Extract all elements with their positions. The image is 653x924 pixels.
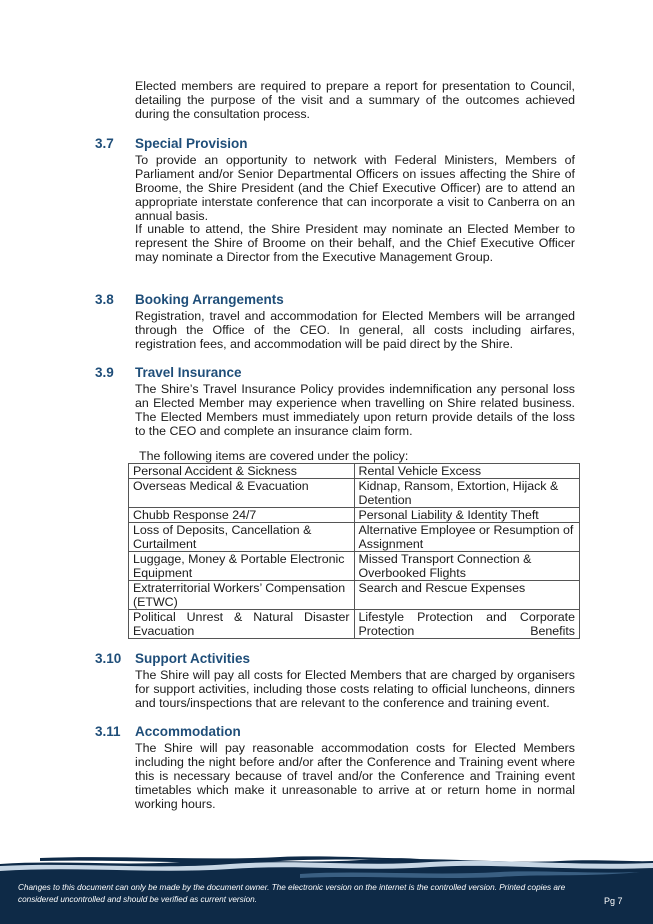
coverage-table xyxy=(128,463,580,639)
section-number: 3.10 xyxy=(95,651,122,666)
section-title: Booking Arrangements xyxy=(135,292,284,307)
page-number: Pg 7 xyxy=(604,896,623,906)
table-cell: Personal Accident & Sickness xyxy=(129,464,355,479)
table-cell: Rental Vehicle Excess xyxy=(354,464,580,479)
table-cell: Alternative Employee or Resumption of Assignment xyxy=(354,523,580,552)
table-caption: The following items are covered under the policy: xyxy=(139,449,409,463)
table-cell: Loss of Deposits, Cancellation & Curtailment xyxy=(129,523,355,552)
table-row xyxy=(129,610,580,639)
table-row xyxy=(129,552,580,581)
section-paragraph: If unable to attend, the Shire President may nominate an Elected Member to represent the Shire of Broome on their behalf, and the Chief Executive Officer may nominate a Director from the Executive Management Group. xyxy=(135,222,575,264)
intro-paragraph: Elected members are required to prepare a report for presentation to Council, detailing the purpose of the visit and a summary of the outcomes achieved during the consultation process. xyxy=(135,79,575,121)
section-paragraph: The Shire’s Travel Insurance Policy provides indemnification any personal loss an Elected Member may experience when travelling on Shire related business. The Elected Members must immediately upon return provide details of the loss to the CEO and complete an insurance claim form. xyxy=(135,382,575,438)
section-title: Special Provision xyxy=(135,136,248,151)
section-paragraph: To provide an opportunity to network with Federal Ministers, Members of Parliament and/or Senior Departmental Officers on issues affecting the Shire of Broome, the Shire President (and the Chief Executive Officer) are to attend an appropriate interstate conference that can incorporate a visit to Canberra on an annual basis. xyxy=(135,153,575,223)
table-cell: Kidnap, Ransom, Extortion, Hijack & Detention xyxy=(354,479,580,508)
section-number: 3.9 xyxy=(95,365,114,380)
section-title: Support Activities xyxy=(135,651,251,666)
section-paragraph: Registration, travel and accommodation for Elected Members will be arranged through the Office of the CEO. In general, all costs including airfares, registration fees, and accommodation will be paid direct by the Shire. xyxy=(135,309,575,351)
section-number: 3.7 xyxy=(95,136,114,151)
section-number: 3.8 xyxy=(95,292,114,307)
table-cell: Search and Rescue Expenses xyxy=(354,581,580,610)
table-cell: Personal Liability & Identity Theft xyxy=(354,508,580,523)
table-row xyxy=(129,508,580,523)
table-cell: Lifestyle Protection and Corporate Protection Benefits xyxy=(354,610,580,639)
footer-disclaimer: Changes to this document can only be made by the document owner. The electronic version on the internet is the controlled version. Printed copies are considered uncontrolled and should be verified as current version. xyxy=(18,883,566,904)
table-cell: Luggage, Money & Portable Electronic Equipment xyxy=(129,552,355,581)
table-row xyxy=(129,464,580,479)
section-title: Accommodation xyxy=(135,724,241,739)
table-cell: Chubb Response 24/7 xyxy=(129,508,355,523)
section-paragraph: The Shire will pay reasonable accommodation costs for Elected Members including the night before and/or after the Conference and Training event where this is necessary because of travel and/or the Conference and Training event timetables which make it unreasonable to arrive at or return home in normal working hours. xyxy=(135,741,575,811)
section-title: Travel Insurance xyxy=(135,365,242,380)
section-number: 3.11 xyxy=(95,724,121,739)
table-cell: Missed Transport Connection & Overbooked Flights xyxy=(354,552,580,581)
table-cell: Overseas Medical & Evacuation xyxy=(129,479,355,508)
table-cell: Political Unrest & Natural Disaster Evacuation xyxy=(129,610,355,639)
table-row xyxy=(129,581,580,610)
section-paragraph: The Shire will pay all costs for Elected Members that are charged by organisers for support activities, including those costs relating to official luncheons, dinners and tours/inspections that are relevant to the conference and training event. xyxy=(135,668,575,710)
table-row xyxy=(129,479,580,508)
table-row xyxy=(129,523,580,552)
table-cell: Extraterritorial Workers’ Compensation (ETWC) xyxy=(129,581,355,610)
